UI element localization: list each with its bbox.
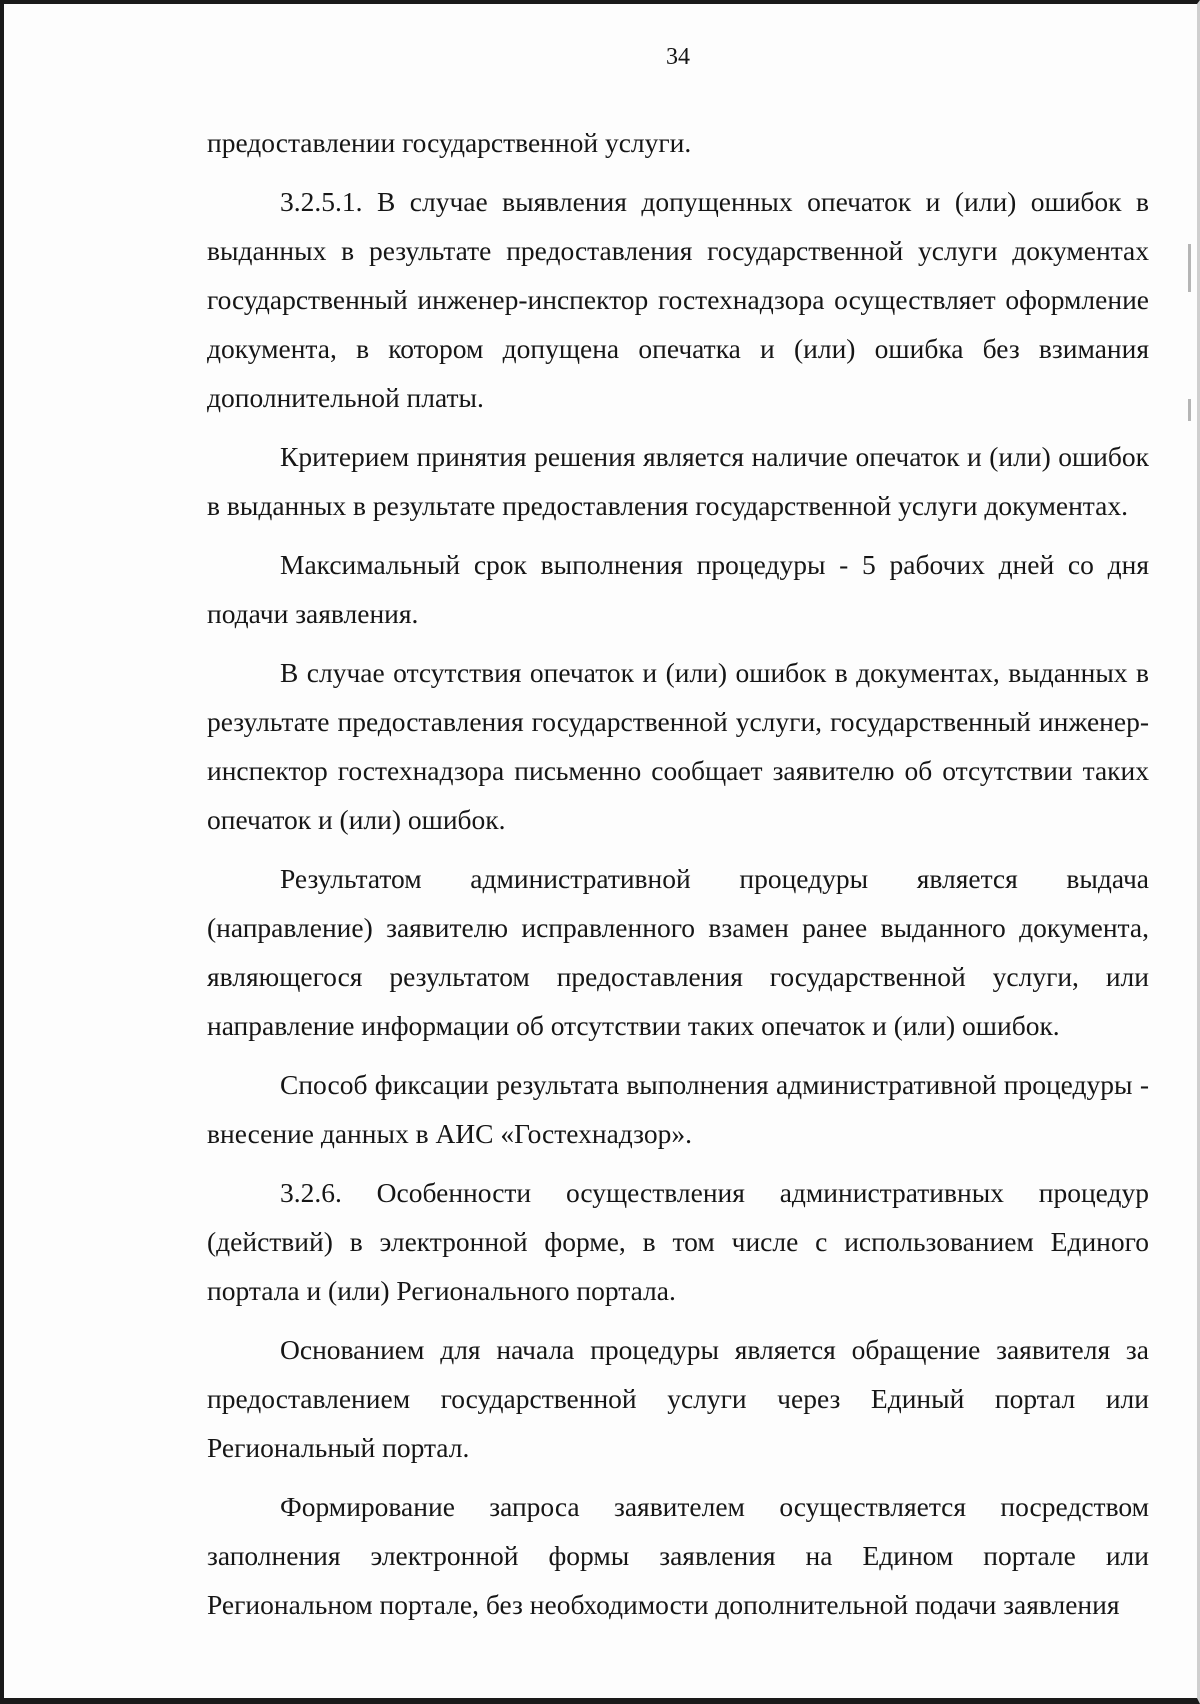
paragraph: предоставлении государственной услуги. [207, 127, 692, 158]
paragraph: Способ фиксации результата выполнения административной процедуры - внесение данных в АИС «Гостехнадзор». [207, 1069, 1149, 1149]
paragraph: Основанием для начала процедуры является обращение заявителя за предоставлением государственной услуги через Единый портал или Региональный портал. [207, 1334, 1149, 1463]
paragraph: 3.2.5.1. В случае выявления допущенных опечаток и (или) ошибок в выданных в результате предоставления государственной услуги документах государственный инженер-инспектор гостехнадзора осуществляет оформление документа, в котором допущена опечатка и (или) ошибка без взимания дополнительной платы. [207, 186, 1149, 413]
paragraph: Максимальный срок выполнения процедуры - 5 рабочих дней со дня подачи заявления. [207, 549, 1149, 629]
paragraph: 3.2.6. Особенности осуществления административных процедур (действий) в электронной форме, в том числе с использованием Единого портала и (или) Регионального портала. [207, 1177, 1149, 1306]
paragraph: Формирование запроса заявителем осуществляется посредством заполнения электронной формы заявления на Едином портале или Региональном портале, без необходимости дополнительной подачи заявления [207, 1491, 1149, 1620]
scan-margin-mark [1188, 244, 1191, 292]
document-body [207, 118, 1149, 1639]
paragraph: Критерием принятия решения является наличие опечаток и (или) ошибок в выданных в результате предоставления государственной услуги документах. [207, 441, 1149, 521]
scan-margin-mark [1188, 399, 1191, 421]
page-number: 34 [666, 44, 690, 70]
paragraph: Результатом административной процедуры является выдача (направление) заявителю исправленного взамен ранее выданного документа, являющегося результатом предоставления государственной услуги, или направление информации об отсутствии таких опечаток и (или) ошибок. [207, 863, 1149, 1041]
paragraph: В случае отсутствия опечаток и (или) ошибок в документах, выданных в результате предоставления государственной услуги, государственный инженер-инспектор гостехнадзора письменно сообщает заявителю об отсутствии таких опечаток и (или) ошибок. [207, 657, 1149, 835]
